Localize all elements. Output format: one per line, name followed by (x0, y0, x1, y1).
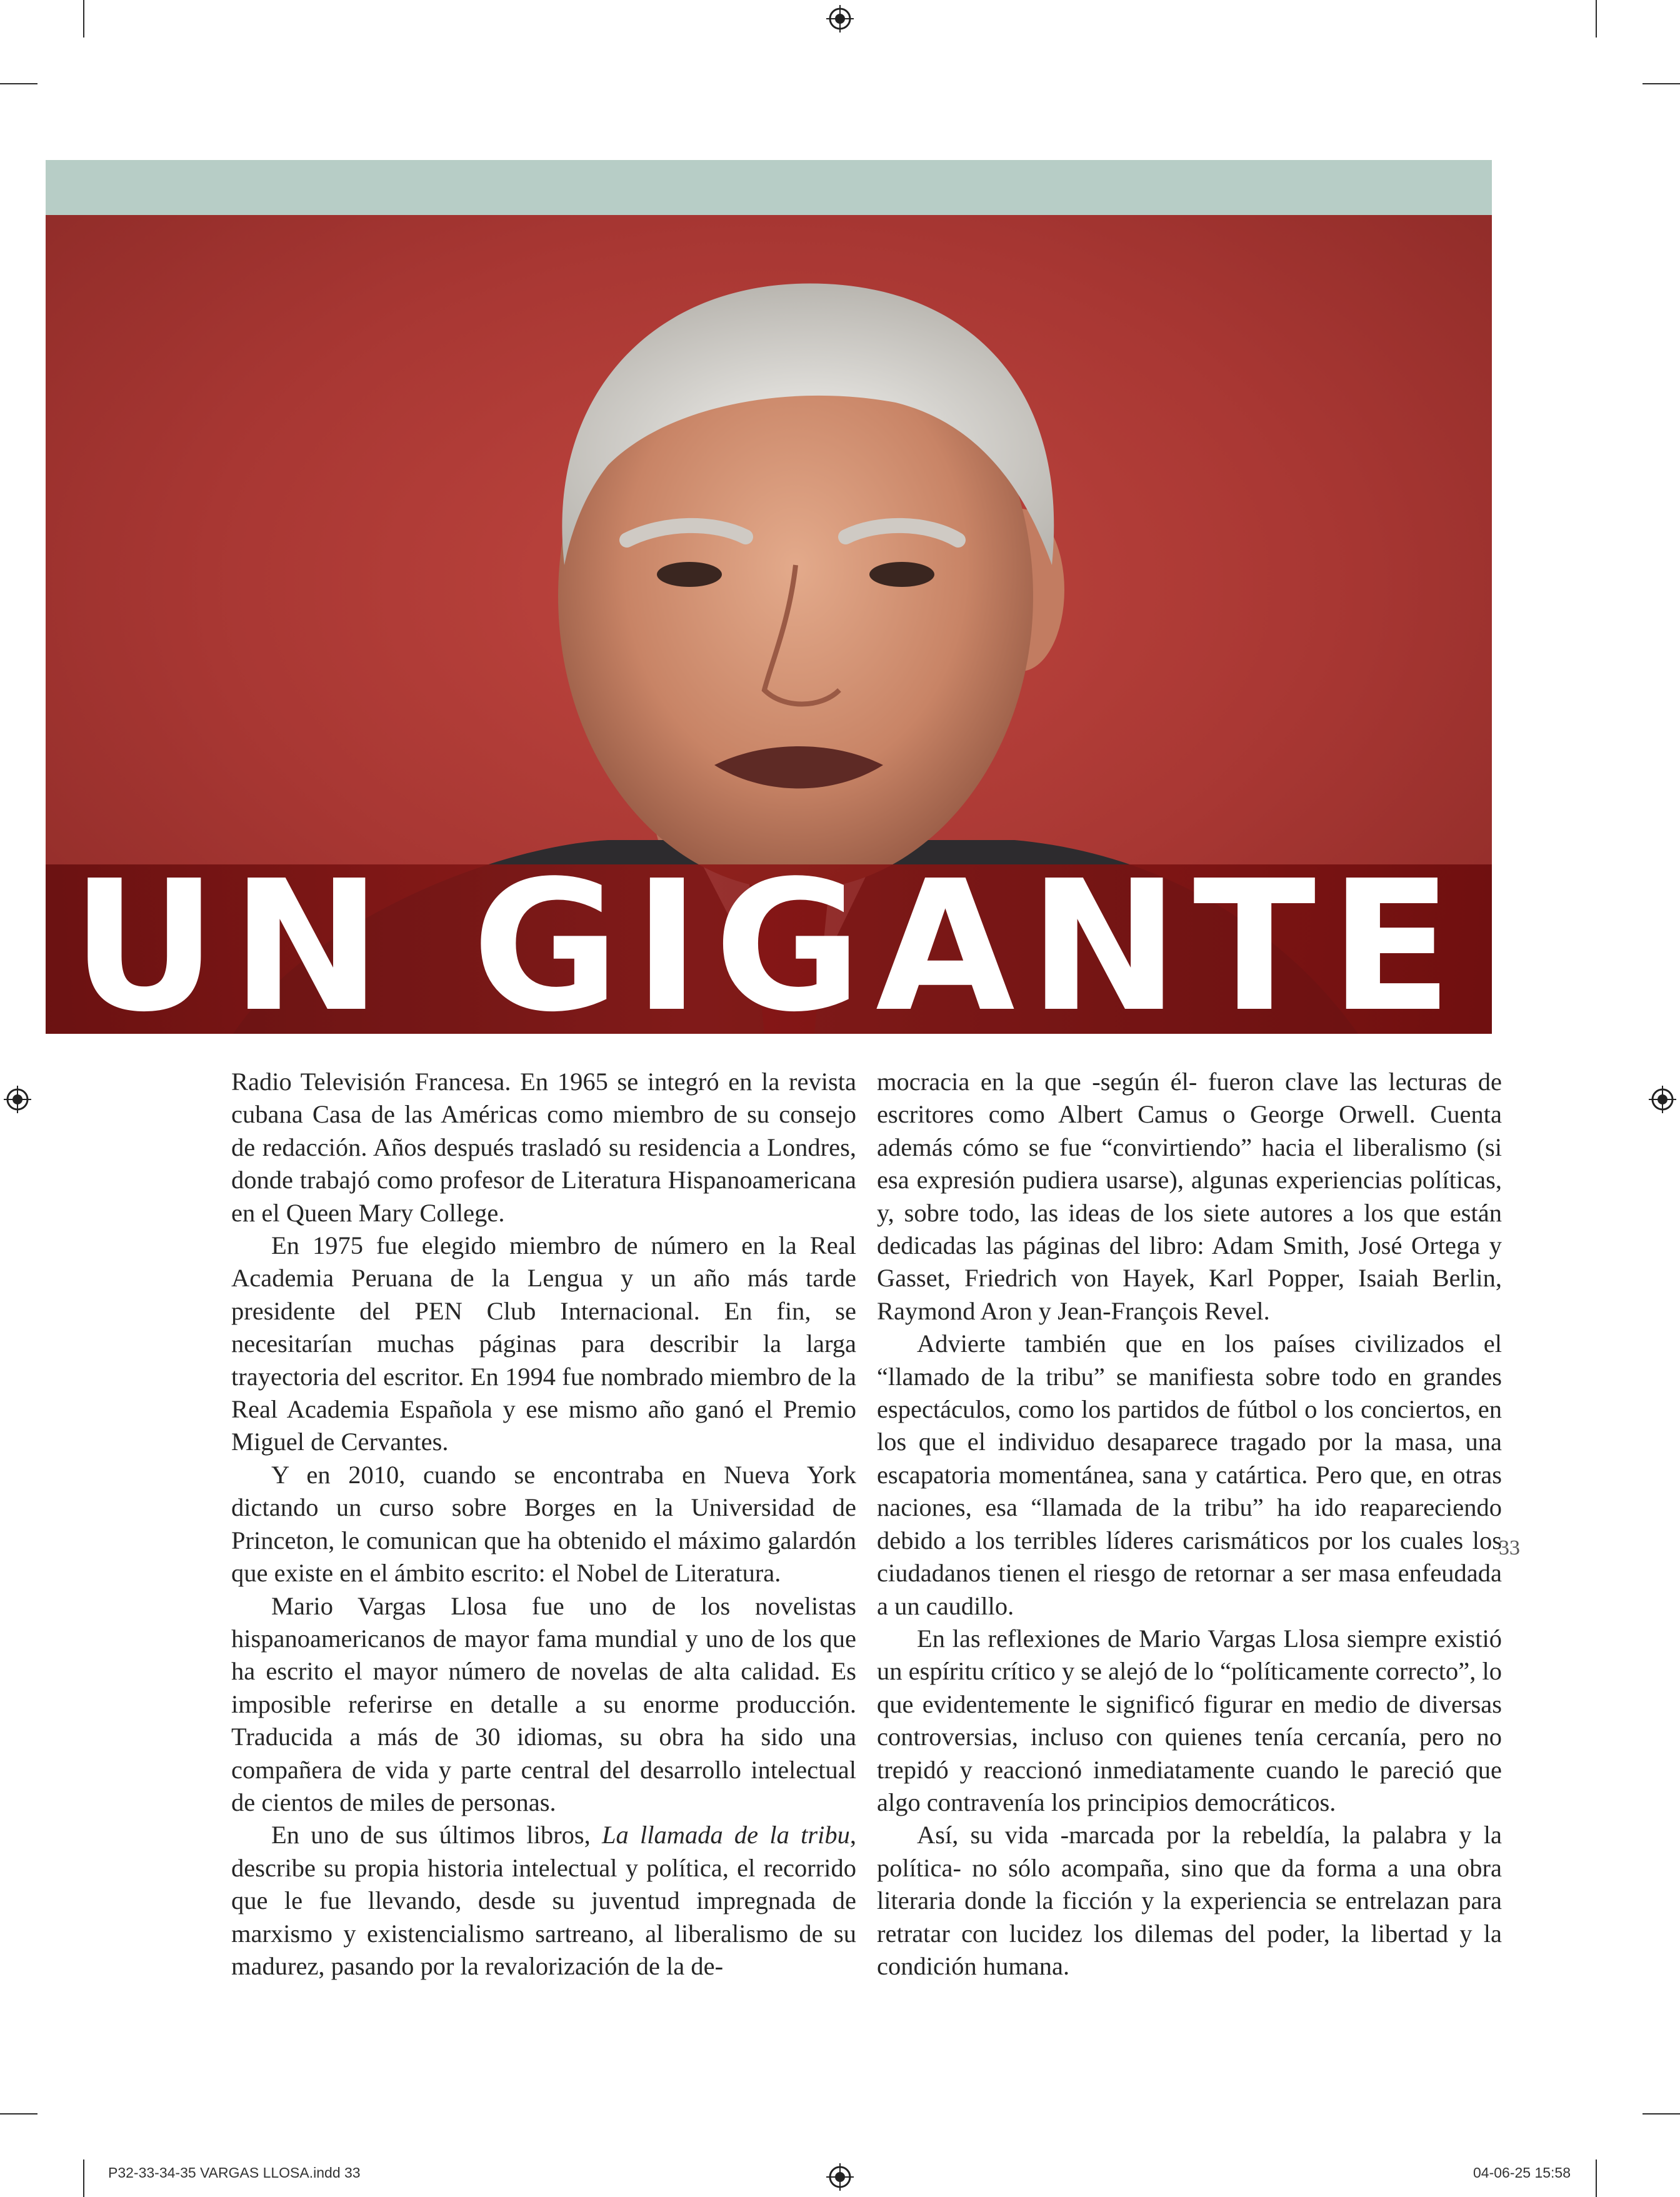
page-number: 33 (1499, 1536, 1520, 1559)
paragraph: mocracia en la que -según él- fueron clave las lecturas de escritores como Albert Camus o George Orwell. Cuenta además cómo se fue “convirtiendo” hacia el liberalismo (si esa expresión pudiera usarse), algunas experiencias políticas, y, sobre todo, las ideas de los siete autores a los que están dedicadas las páginas del libro: Adam Smith, José Ortega y Gasset, Friedrich von Hayek, Karl Popper, Isaiah Berlin, Raymond Aron y Jean-François Revel. (877, 1068, 1502, 1325)
crop-mark (1596, 0, 1597, 38)
crop-mark (1596, 2159, 1597, 2197)
paragraph: En 1975 fue elegido miembro de número en la Real Academia Peruana de la Lengua y un año más tarde presidente del PEN Club Internacional. En fin, se necesitarían muchas páginas para describir la larga trayectoria del escritor. En 1994 fue nombrado miembro de la Real Academia Española y ese mismo año ganó el Premio Miguel de Cervantes. (231, 1231, 856, 1456)
crop-mark (83, 2159, 84, 2197)
registration-mark-icon (4, 1086, 31, 1113)
crop-mark (1642, 83, 1680, 84)
crop-mark (0, 2113, 38, 2114)
paragraph: Mario Vargas Llosa fue uno de los novelistas hispanoamericanos de mayor fama mundial y uno de los que ha escrito el mayor número de novelas de alta calidad. Es imposible referirse en detalle a su enorme producción. Traducida a más de 30 idiomas, su obra ha sido una compañera de vida y parte central del desarrollo intelectual de cientos de miles de personas. (231, 1591, 856, 1816)
paragraph: Y en 2010, cuando se encontraba en Nueva York dictando un curso sobre Borges en la Universidad de Princeton, le comunican que ha obtenido el máximo galardón que existe en el ámbito escrito: el Nobel de Literatura. (231, 1460, 856, 1588)
paragraph: Así, su vida -marcada por la rebeldía, la palabra y la política- no sólo acompaña, sino que da forma a una obra literaria donde la ficción y la experiencia se entrelazan para retratar con lucidez los dilemas del poder, la libertad y la condición humana. (877, 1821, 1502, 1980)
registration-mark-icon (826, 5, 854, 33)
paragraph: Radio Televisión Francesa. En 1965 se integró en la revista cubana Casa de las Américas como miembro de su consejo de redacción. Años después trasladó su residencia a Londres, donde trabajó como profesor de Literatura Hispanoamericana en el Queen Mary College. (231, 1068, 856, 1227)
crop-mark (1642, 2113, 1680, 2114)
paragraph-text: , describe su propia historia intelectual y política, el recorrido que le fue llevando, desde su juventud impregnada de marxismo y existencialismo sartreano, al liberalismo de su madurez, pasando por la revalorización de la de- (231, 1821, 856, 1980)
teal-header-band (46, 160, 1492, 215)
slug-filename: P32-33-34-35 VARGAS LLOSA.indd 33 (108, 2164, 361, 2181)
paragraph: Advierte también que en los países civilizados el “llamado de la tribu” se manifiesta sobre todo en grandes espectáculos, como los partidos de fútbol o los conciertos, en los que el individuo desaparece tragado por la masa, una escapatoria momentánea, sana y catártica. Pero que, en otras naciones, esa “llamada de la tribu” ha ido reapareciendo debido a los terribles líderes carismáticos por los cuales los ciudadanos tienen el riesgo de retornar a ser masa enfeudada a un caudillo. (877, 1329, 1502, 1620)
paragraph-text: En uno de sus últimos libros, (271, 1821, 602, 1849)
crop-mark (0, 83, 38, 84)
slug-datetime: 04-06-25 15:58 (1473, 2164, 1571, 2181)
registration-mark-icon (826, 2163, 854, 2191)
article-column-left (231, 1066, 856, 1983)
book-title: La llamada de la tribu (601, 1821, 850, 1849)
headline: UN GIGANTE (71, 842, 1467, 1051)
registration-mark-icon (1649, 1086, 1676, 1113)
paragraph: En las reflexiones de Mario Vargas Llosa siempre existió un espíritu crítico y se alejó de lo “políticamente correcto”, lo que evidentemente le significó figurar en medio de diversas controversias, incluso con quienes tenía cercanía, pero no trepidó y reaccionó inmediatamente cuando le pareció que algo contravenía los principios democráticos. (877, 1624, 1502, 1816)
article-column-right (877, 1066, 1502, 1983)
crop-mark (83, 0, 84, 38)
paragraph (231, 1819, 856, 1983)
